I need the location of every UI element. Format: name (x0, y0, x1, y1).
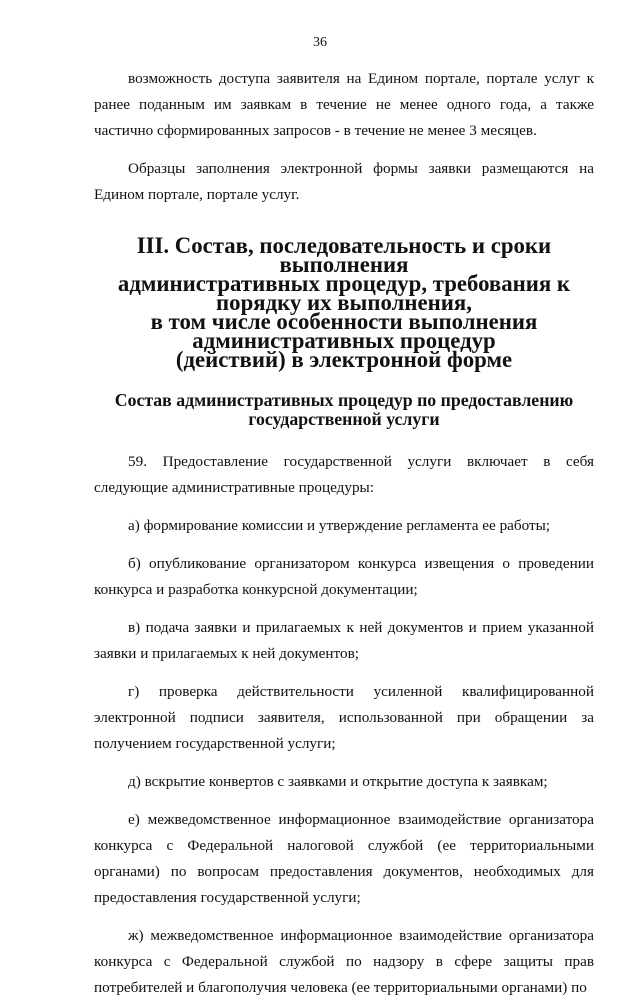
section-title-line: в том числе особенности выполнения административных процедур (150, 309, 538, 353)
list-item-a: а) формирование комиссии и утверждение регламента ее работы; (128, 517, 551, 534)
list-item-v: в) подача заявки и прилагаемых к ней документов и прием указанной заявки и прилагаемых к ней документов; (94, 619, 594, 662)
section-title-line: административных процедур, требования к порядку их выполнения, (117, 271, 571, 315)
document-body (94, 66, 594, 1001)
subsection-title-line: государственной услуги (248, 409, 440, 429)
section-title (94, 233, 594, 372)
intro-paragraph-1: возможность доступа заявителя на Едином портале, портале услуг к ранее поданным им заявкам в течение не менее одного года, а также частично сформированных запросов - в течение не менее 3 месяцев. (94, 70, 594, 139)
section-title-line: (действий) в электронной форме (175, 347, 513, 372)
list-item-d: д) вскрытие конвертов с заявками и открытие доступа к заявкам; (128, 773, 548, 790)
page-number: 36 (313, 35, 327, 50)
intro-paragraph-2: Образцы заполнения электронной формы заявки размещаются на Едином портале, портале услуг. (94, 160, 594, 203)
paragraph-59: 59. Предоставление государственной услуги включает в себя следующие административные процедуры: (94, 453, 594, 496)
list-item-zh: ж) межведомственное информационное взаимодействие организатора конкурса с Федеральной службой по надзору в сфере защиты прав потребителей и благополучия человека (ее территориальными органами) по (94, 927, 594, 996)
subsection-title-line: Состав административных процедур по предоставлению (114, 390, 574, 410)
section-title-line: III. Состав, последовательность и сроки выполнения (136, 233, 552, 277)
list-item-e: е) межведомственное информационное взаимодействие организатора конкурса с Федеральной налоговой службой (ее территориальными органами) по вопросам предоставления документов, необходимых для предоставления государственной услуги; (94, 811, 594, 906)
list-item-b: б) опубликование организатором конкурса извещения о проведении конкурса и разработка конкурсной документации; (94, 555, 594, 598)
list-item-g: г) проверка действительности усиленной квалифицированной электронной подписи заявителя, использованной при обращении за получением государственной услуги; (94, 683, 594, 752)
subsection-title (94, 391, 594, 429)
